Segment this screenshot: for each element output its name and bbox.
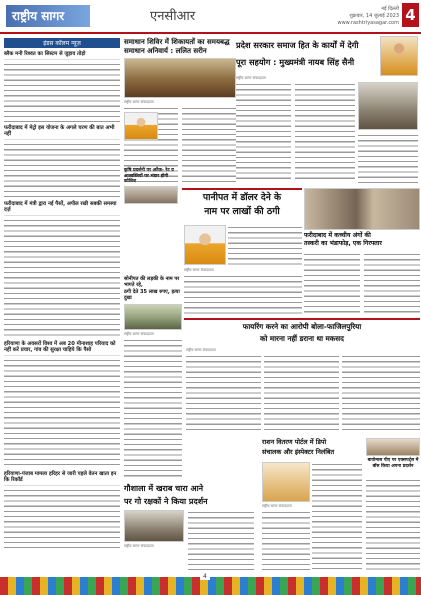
- ration-headline-line2: संचालक और इंस्पेक्टर निलंबित: [262, 448, 335, 456]
- right-side-headline: बायोमास पीए पर एक्सपर्ट्स में बॉस किया अपना प्रदर्शन: [367, 458, 419, 469]
- edition-website: www.rashtriyasagar.com: [337, 20, 399, 26]
- edition-city: नई दिल्ली: [381, 6, 399, 12]
- firing-text-a: [186, 354, 261, 434]
- fraud-accused-photo: [184, 225, 226, 265]
- samadhan-headline: समाधान शिविर में शिकायतों का समयबद्ध समाधान अनिवार्य : ललित सरीन: [124, 38, 230, 55]
- firing-byline: राष्ट्रीय सागर संवाददाता: [186, 348, 216, 352]
- edition-date: शुक्रवार, 14 जुलाई 2023: [349, 13, 399, 19]
- firing-headline-line1: फायरिंग करने का आरोपी बोला-फाजिलपुरिया: [242, 322, 362, 331]
- sonipat-byline: राष्ट्रीय सागर संवाददाता: [124, 332, 154, 336]
- left-text-4: [4, 358, 120, 468]
- samadhan-byline: राष्ट्रीय सागर संवाददाता: [124, 100, 154, 104]
- cow-text: [188, 510, 254, 570]
- cow-protest-photo: [124, 510, 184, 542]
- left-text-1: [4, 62, 120, 122]
- fraud-headline-line1: पानीपत में डॉलर देने के: [202, 192, 282, 203]
- meeting-photo: [124, 58, 236, 98]
- ration-photo: [262, 462, 310, 502]
- firing-divider: [184, 318, 420, 320]
- organ-headline-line2: तस्करी का भंडाफोड़, एक गिरफ्तार: [304, 240, 382, 247]
- ration-headline-line1: राशन वितरण पोर्टल में डिपो: [262, 438, 327, 446]
- cm-headline-line1: प्रदेश सरकार समाज हित के कार्यों में देगी: [236, 40, 359, 50]
- cm-text-b: [295, 82, 355, 182]
- left-news-column: [4, 38, 120, 548]
- left-text-3: [4, 218, 120, 338]
- fraud-byline: राष्ट्रीय सागर संवाददाता: [184, 268, 214, 272]
- organ-arrest-photo: [304, 188, 420, 230]
- cm-event-photo: [358, 82, 418, 130]
- left-headline-3: फरीदाबाद में मंत्री द्वारा नई पैसों, अपील रखी सबकी समस्या दर्ज़: [4, 201, 120, 216]
- sonipat-headline-line2: ठगी देते 35 लाख रुपए, हत्या दुखः: [124, 289, 180, 302]
- ration-text-a: [312, 462, 362, 570]
- sonipat-text: [124, 338, 182, 478]
- organ-headline-line1: फरीदाबाद में कच्चीय अंगों की: [304, 232, 371, 239]
- official-portrait: [124, 112, 158, 140]
- footer-page-number: 4: [200, 573, 210, 580]
- cow-headline-line1: गौशाला में खराब चारा आने: [124, 484, 204, 493]
- newspaper-title: राष्ट्रीय सागर: [6, 5, 90, 27]
- left-column-header: इंडस कॉलम न्यूज़: [4, 38, 120, 48]
- sonipat-photo: [124, 304, 182, 330]
- left-headline-5: हरियाणा-पंजाब मामला हरिहर से जारी पहले वेतन खाता इन कि रिकॉर्ड: [4, 471, 120, 486]
- fraud-text-b: [184, 274, 302, 314]
- organ-text-a: [304, 252, 360, 314]
- fraud-divider: [182, 188, 302, 190]
- cm-photo: [380, 36, 418, 76]
- right-side-photo: [366, 438, 420, 456]
- organ-text-b: [364, 252, 420, 314]
- firing-text-b: [264, 354, 339, 434]
- fraud-text-a: [228, 225, 302, 267]
- firing-text-c: [342, 354, 420, 434]
- section-title: एनसीआर: [150, 9, 196, 24]
- edition-info: [338, 6, 400, 27]
- cm-text-c: [358, 133, 418, 183]
- side-story-photo: [124, 186, 178, 204]
- cm-text-a: [236, 82, 291, 182]
- right-side-text: [366, 478, 420, 570]
- footer-band: [0, 577, 421, 595]
- left-headline-1: ब्लैक मनी रिश्वत का सिस्टम से जुड़ाव तोड़ो: [4, 51, 120, 60]
- side-story-headline: कृषि प्रदर्शनी पर अटैक- रेट व आश्वस्तियों पर भंडार होगी कोशिश: [124, 168, 174, 185]
- fraud-headline-line2: नाम पर लाखों की ठगी: [204, 206, 280, 217]
- samadhan-text-b: [182, 106, 236, 186]
- cm-byline: राष्ट्रीय सागर संवाददाता: [236, 76, 266, 80]
- left-text-5: [4, 488, 120, 548]
- ration-byline: राष्ट्रीय सागर संवाददाता: [262, 504, 292, 508]
- masthead: [0, 0, 421, 34]
- cow-byline: राष्ट्रीय सागर संवाददाता: [124, 544, 154, 548]
- left-headline-4: हरियाणा के अवसरों विश्व में अब 20 मीनाशाह परियाद को नहीं करें प्रचार, गांव की सुरक्षा चाहिये कि पैसो: [4, 341, 120, 356]
- left-text-2: [4, 142, 120, 198]
- sonipat-headline-line1: सोनीपत की लड़की के नाम पर भागते रहे,: [124, 276, 180, 289]
- page-number: 4: [402, 3, 419, 27]
- left-headline-2: फरीदाबाद में मेट्रो इस योजना के अगले चरण की बात अभी नहीं: [4, 125, 120, 140]
- cm-headline-line2: पूरा सहयोग : मुख्यमंत्री नायब सिंह सैनी: [236, 57, 355, 67]
- ration-text-b: [262, 510, 310, 570]
- cow-headline-line2: पर गो रक्षकों ने किया प्रदर्शन: [124, 497, 208, 506]
- firing-headline-line2: को मारना नहीं डराना था मकसद: [260, 334, 344, 343]
